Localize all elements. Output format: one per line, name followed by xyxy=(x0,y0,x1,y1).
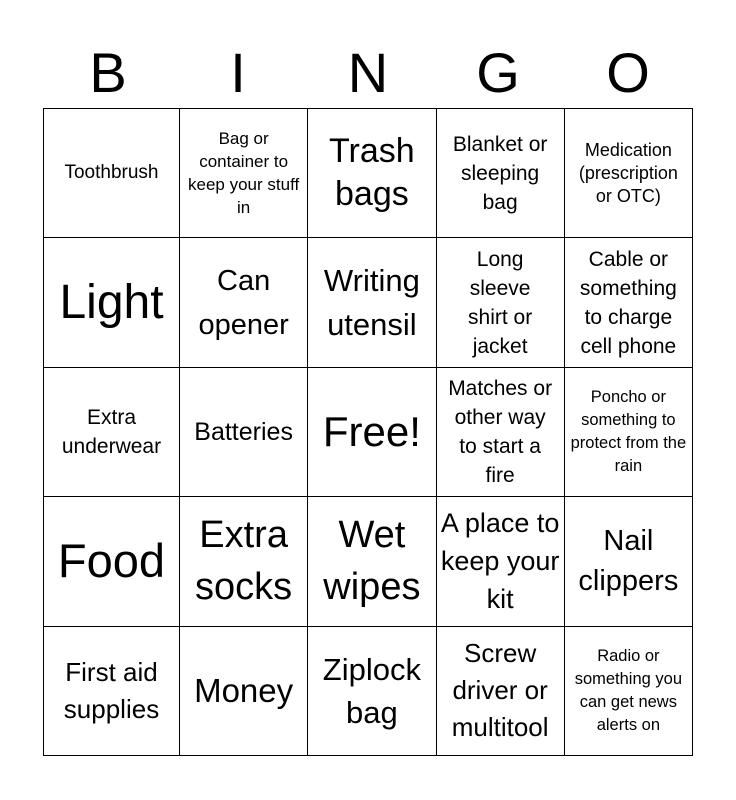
bingo-cell[interactable] xyxy=(44,109,180,238)
cell-text: Money xyxy=(194,672,294,710)
header-letter-n: N xyxy=(347,41,389,104)
header-letter-i: I xyxy=(230,41,246,104)
cell-text: First aid supplies xyxy=(63,656,160,724)
header-letter-g: G xyxy=(476,41,520,104)
bingo-cell[interactable] xyxy=(308,109,436,238)
cell-text: Poncho or something to protect from the rain xyxy=(570,387,687,475)
cell-text: Wet wipes xyxy=(323,514,421,609)
bingo-cell[interactable] xyxy=(308,368,436,497)
cell-text: Extra socks xyxy=(195,514,293,609)
header-letter-o: O xyxy=(606,41,650,104)
bingo-cell[interactable] xyxy=(308,627,436,756)
cell-text: Medication (prescription or OTC) xyxy=(578,139,678,206)
cell-text: A place to keep your kit xyxy=(440,508,560,615)
cell-text: Bag or container to keep your stuff in xyxy=(188,129,300,218)
cell-text: Nail clippers xyxy=(578,525,679,598)
bingo-header xyxy=(43,38,693,108)
bingo-cell[interactable] xyxy=(565,497,693,626)
bingo-cell[interactable] xyxy=(437,497,565,626)
cell-text: Ziplock bag xyxy=(322,651,421,730)
bingo-cell[interactable] xyxy=(437,368,565,497)
cell-text: Blanket or sleeping bag xyxy=(452,132,548,214)
bingo-cell[interactable] xyxy=(437,109,565,238)
cell-text: Toothbrush xyxy=(64,162,159,184)
cell-text: Light xyxy=(59,275,164,329)
bingo-cell[interactable] xyxy=(565,238,693,367)
bingo-cell[interactable] xyxy=(565,627,693,756)
bingo-cell[interactable] xyxy=(308,238,436,367)
cell-text: Screw driver or multitool xyxy=(451,638,549,743)
bingo-cell[interactable] xyxy=(44,627,180,756)
cell-text: Extra underwear xyxy=(61,405,162,458)
bingo-cell[interactable] xyxy=(44,238,180,367)
cell-text: Writing utensil xyxy=(323,262,420,342)
bingo-cell[interactable] xyxy=(180,238,308,367)
bingo-cell[interactable] xyxy=(44,497,180,626)
cell-text: Can opener xyxy=(198,264,289,341)
cell-text: Food xyxy=(57,534,166,588)
bingo-cell[interactable] xyxy=(437,627,565,756)
bingo-cell[interactable] xyxy=(565,109,693,238)
cell-text: Radio or something you can get news alerts on xyxy=(574,646,683,734)
cell-text: Batteries xyxy=(194,417,293,446)
bingo-cell[interactable] xyxy=(308,497,436,626)
bingo-cell[interactable] xyxy=(180,627,308,756)
bingo-cell[interactable] xyxy=(180,497,308,626)
bingo-cell[interactable] xyxy=(180,368,308,497)
bingo-cell[interactable] xyxy=(180,109,308,238)
header-letter-b: B xyxy=(89,41,127,104)
cell-text: Trash bags xyxy=(329,132,415,214)
cell-text: Matches or other way to start a fire xyxy=(448,376,553,487)
cell-text: Free! xyxy=(322,407,421,455)
cell-text: Cable or something to charge cell phone xyxy=(579,247,677,358)
bingo-cell[interactable] xyxy=(565,368,693,497)
bingo-grid xyxy=(43,108,693,756)
bingo-cell[interactable] xyxy=(437,238,565,367)
bingo-cell[interactable] xyxy=(44,368,180,497)
cell-text: Long sleeve shirt or jacket xyxy=(468,247,533,358)
